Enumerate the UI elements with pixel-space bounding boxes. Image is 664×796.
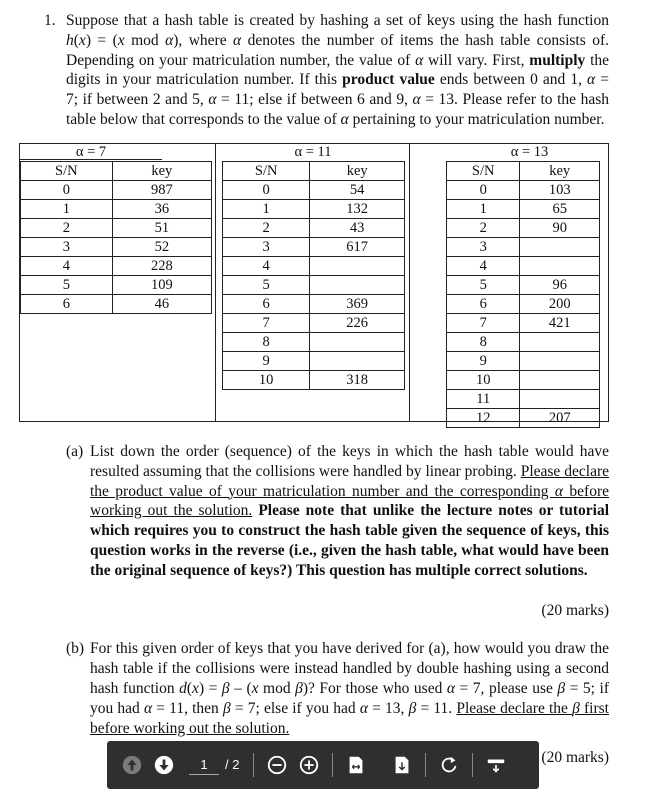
table-row <box>223 295 405 314</box>
zoom-in-icon <box>298 754 320 776</box>
slot-index-cell: 8 <box>447 333 520 352</box>
table-alpha-11 <box>216 144 410 421</box>
table-row <box>223 314 405 333</box>
slot-index-cell: 10 <box>223 371 310 390</box>
key-cell: 226 <box>310 314 405 333</box>
slot-index-cell: 0 <box>447 181 520 200</box>
key-cell: 421 <box>520 314 600 333</box>
table-alpha-7 <box>20 144 216 421</box>
page-number-input[interactable]: 1 <box>189 756 219 775</box>
key-cell: 36 <box>112 200 211 219</box>
part-b-line: before working out the solution. <box>90 719 290 737</box>
table-header-row <box>21 162 212 181</box>
question-line: h(x) = (x mod α), where α denotes the number of items the hash table consists of. <box>66 31 609 49</box>
table-row <box>447 295 600 314</box>
hash-table-grid <box>20 161 212 314</box>
part-a-marks: (20 marks) <box>541 601 609 619</box>
table-row <box>447 371 600 390</box>
table-row <box>447 181 600 200</box>
zoom-out-button[interactable] <box>264 752 290 778</box>
key-cell <box>310 352 405 371</box>
toolbar-divider <box>472 753 473 777</box>
fit-page-icon <box>345 754 367 776</box>
question-number: 1. <box>44 12 56 29</box>
slot-index-cell: 2 <box>447 219 520 238</box>
slot-index-cell: 5 <box>223 276 310 295</box>
pdf-toolbar <box>107 741 539 789</box>
slot-index-cell: 4 <box>21 257 113 276</box>
key-cell: 103 <box>520 181 600 200</box>
table-row <box>447 352 600 371</box>
key-cell <box>520 352 600 371</box>
table-row <box>447 238 600 257</box>
key-cell: 65 <box>520 200 600 219</box>
table-row <box>447 200 600 219</box>
slot-index-cell: 4 <box>447 257 520 276</box>
table-row <box>223 352 405 371</box>
table-row <box>447 333 600 352</box>
part-a-line: working out the solution. Please note that unlike the lecture notes or tutorial <box>90 502 609 520</box>
more-tools-icon <box>485 754 507 776</box>
slot-index-cell: 0 <box>223 181 310 200</box>
table-alpha-label: α = 7 <box>20 144 162 160</box>
table-alpha-label: α = 11 <box>294 144 332 160</box>
table-row <box>223 181 405 200</box>
key-cell <box>520 371 600 390</box>
slot-index-cell: 7 <box>223 314 310 333</box>
table-row <box>21 295 212 314</box>
key-cell: 617 <box>310 238 405 257</box>
part-b-line: hash function d(x) = β – (x mod β)? For those who used α = 7, please use β = 5; if <box>90 679 609 697</box>
question-line: 7; if between 2 and 5, α = 11; else if between 6 and 9, α = 13. Please refer to the hash <box>66 91 609 109</box>
slot-index-cell: 8 <box>223 333 310 352</box>
table-row <box>21 200 212 219</box>
slot-index-cell: 12 <box>447 409 520 428</box>
part-a-line: question works in the reverse (i.e., given the hash table, what would have been <box>90 541 609 559</box>
slot-index-cell: 3 <box>21 238 113 257</box>
question-line: digits in your matriculation number. If this product value ends between 0 and 1, α = <box>66 71 610 89</box>
column-header-sn: S/N <box>21 162 113 181</box>
key-cell: 132 <box>310 200 405 219</box>
next-page-button[interactable] <box>151 752 177 778</box>
table-row <box>223 333 405 352</box>
table-row <box>21 238 212 257</box>
key-cell: 96 <box>520 276 600 295</box>
table-row <box>223 238 405 257</box>
slot-index-cell: 0 <box>21 181 113 200</box>
key-cell <box>520 390 600 409</box>
toolbar-divider <box>253 753 254 777</box>
question-line: Depending on your matriculation number, the value of α will vary. First, multiply the <box>66 51 610 69</box>
slot-index-cell: 3 <box>223 238 310 257</box>
key-cell <box>310 276 405 295</box>
table-row <box>447 314 600 333</box>
slot-index-cell: 6 <box>223 295 310 314</box>
column-header-sn: S/N <box>223 162 310 181</box>
rotate-button[interactable] <box>436 752 462 778</box>
question-line: table below that corresponds to the value of α pertaining to your matriculation number. <box>66 110 605 128</box>
table-row <box>21 276 212 295</box>
table-header-row <box>223 162 405 181</box>
table-header-row <box>447 162 600 181</box>
question-parts <box>66 442 609 738</box>
table-row <box>447 276 600 295</box>
key-cell: 987 <box>112 181 211 200</box>
hash-table-grid <box>446 161 600 428</box>
question-line: Suppose that a hash table is created by hashing a set of keys using the hash function <box>66 12 609 29</box>
key-cell: 200 <box>520 295 600 314</box>
key-cell <box>310 333 405 352</box>
key-cell: 54 <box>310 181 405 200</box>
table-row <box>447 409 600 428</box>
column-header-key: key <box>520 162 600 181</box>
slot-index-cell: 6 <box>21 295 113 314</box>
part-b-line: hash table if the collisions were instead handled by double hashing using a second <box>90 660 609 678</box>
part-a-line: resulted assuming that the collisions were handled by linear probing. Please declare <box>90 462 609 480</box>
part-a-line: the original sequence of keys?) This question has multiple correct solutions. <box>90 561 588 579</box>
previous-page-button[interactable] <box>119 752 145 778</box>
slot-index-cell: 9 <box>223 352 310 371</box>
key-cell: 90 <box>520 219 600 238</box>
key-cell <box>520 257 600 276</box>
part-a-label: (a) <box>66 443 84 460</box>
slot-index-cell: 6 <box>447 295 520 314</box>
slot-index-cell: 1 <box>21 200 113 219</box>
toolbar-divider <box>425 753 426 777</box>
key-cell: 52 <box>112 238 211 257</box>
table-row <box>21 219 212 238</box>
zoom-out-icon <box>266 754 288 776</box>
part-b-marks: (20 marks) <box>541 749 609 766</box>
key-cell <box>520 238 600 257</box>
table-row <box>447 257 600 276</box>
part-b-line: For this given order of keys that you have derived for (a), how would you draw the <box>90 640 609 658</box>
part-a-text <box>90 442 609 581</box>
page-total: / 2 <box>225 757 240 773</box>
part-b-text <box>90 639 609 738</box>
key-cell: 369 <box>310 295 405 314</box>
table-row <box>223 371 405 390</box>
table-row <box>223 257 405 276</box>
table-row <box>21 181 212 200</box>
slot-index-cell: 2 <box>21 219 113 238</box>
slot-index-cell: 3 <box>447 238 520 257</box>
key-cell: 51 <box>112 219 211 238</box>
column-header-key: key <box>112 162 211 181</box>
column-header-key: key <box>310 162 405 181</box>
zoom-in-button[interactable] <box>296 752 322 778</box>
hash-tables <box>19 143 609 426</box>
table-alpha-13 <box>410 144 609 426</box>
key-cell <box>520 333 600 352</box>
slot-index-cell: 11 <box>447 390 520 409</box>
table-row <box>447 219 600 238</box>
hash-table-grid <box>222 161 405 390</box>
download-page-button[interactable] <box>389 752 415 778</box>
slot-index-cell: 9 <box>447 352 520 371</box>
part-a-line: the product value of your matriculation number and the corresponding α before <box>90 482 609 500</box>
table-row <box>223 219 405 238</box>
slot-index-cell: 1 <box>223 200 310 219</box>
slot-index-cell: 2 <box>223 219 310 238</box>
slot-index-cell: 1 <box>447 200 520 219</box>
fit-page-button[interactable] <box>343 752 369 778</box>
key-cell <box>310 257 405 276</box>
table-row <box>223 276 405 295</box>
table-row <box>223 200 405 219</box>
key-cell: 318 <box>310 371 405 390</box>
column-header-sn: S/N <box>447 162 520 181</box>
up-arrow-icon <box>121 754 143 776</box>
part-b <box>66 639 609 738</box>
rotate-icon <box>438 754 460 776</box>
slot-index-cell: 5 <box>447 276 520 295</box>
slot-index-cell: 10 <box>447 371 520 390</box>
question-text <box>66 11 609 130</box>
key-cell: 228 <box>112 257 211 276</box>
part-b-line: you had α = 11, then β = 7; else if you had α = 13, β = 11. Please declare the β first <box>90 699 609 717</box>
key-cell: 43 <box>310 219 405 238</box>
table-alpha-label: α = 13 <box>510 144 549 160</box>
question-1 <box>44 11 609 130</box>
more-tools-button[interactable] <box>483 752 509 778</box>
table-row <box>447 390 600 409</box>
key-cell: 109 <box>112 276 211 295</box>
download-page-icon <box>391 754 413 776</box>
key-cell: 207 <box>520 409 600 428</box>
slot-index-cell: 4 <box>223 257 310 276</box>
part-a-line: List down the order (sequence) of the keys in which the hash table would have <box>90 443 609 460</box>
part-a-line: which requires you to construct the hash table given the sequence of keys, this <box>90 522 609 540</box>
slot-index-cell: 7 <box>447 314 520 333</box>
table-row <box>21 257 212 276</box>
slot-index-cell: 5 <box>21 276 113 295</box>
part-a <box>66 442 609 620</box>
toolbar-divider <box>332 753 333 777</box>
part-b-label: (b) <box>66 640 85 658</box>
key-cell: 46 <box>112 295 211 314</box>
down-arrow-icon <box>153 754 175 776</box>
